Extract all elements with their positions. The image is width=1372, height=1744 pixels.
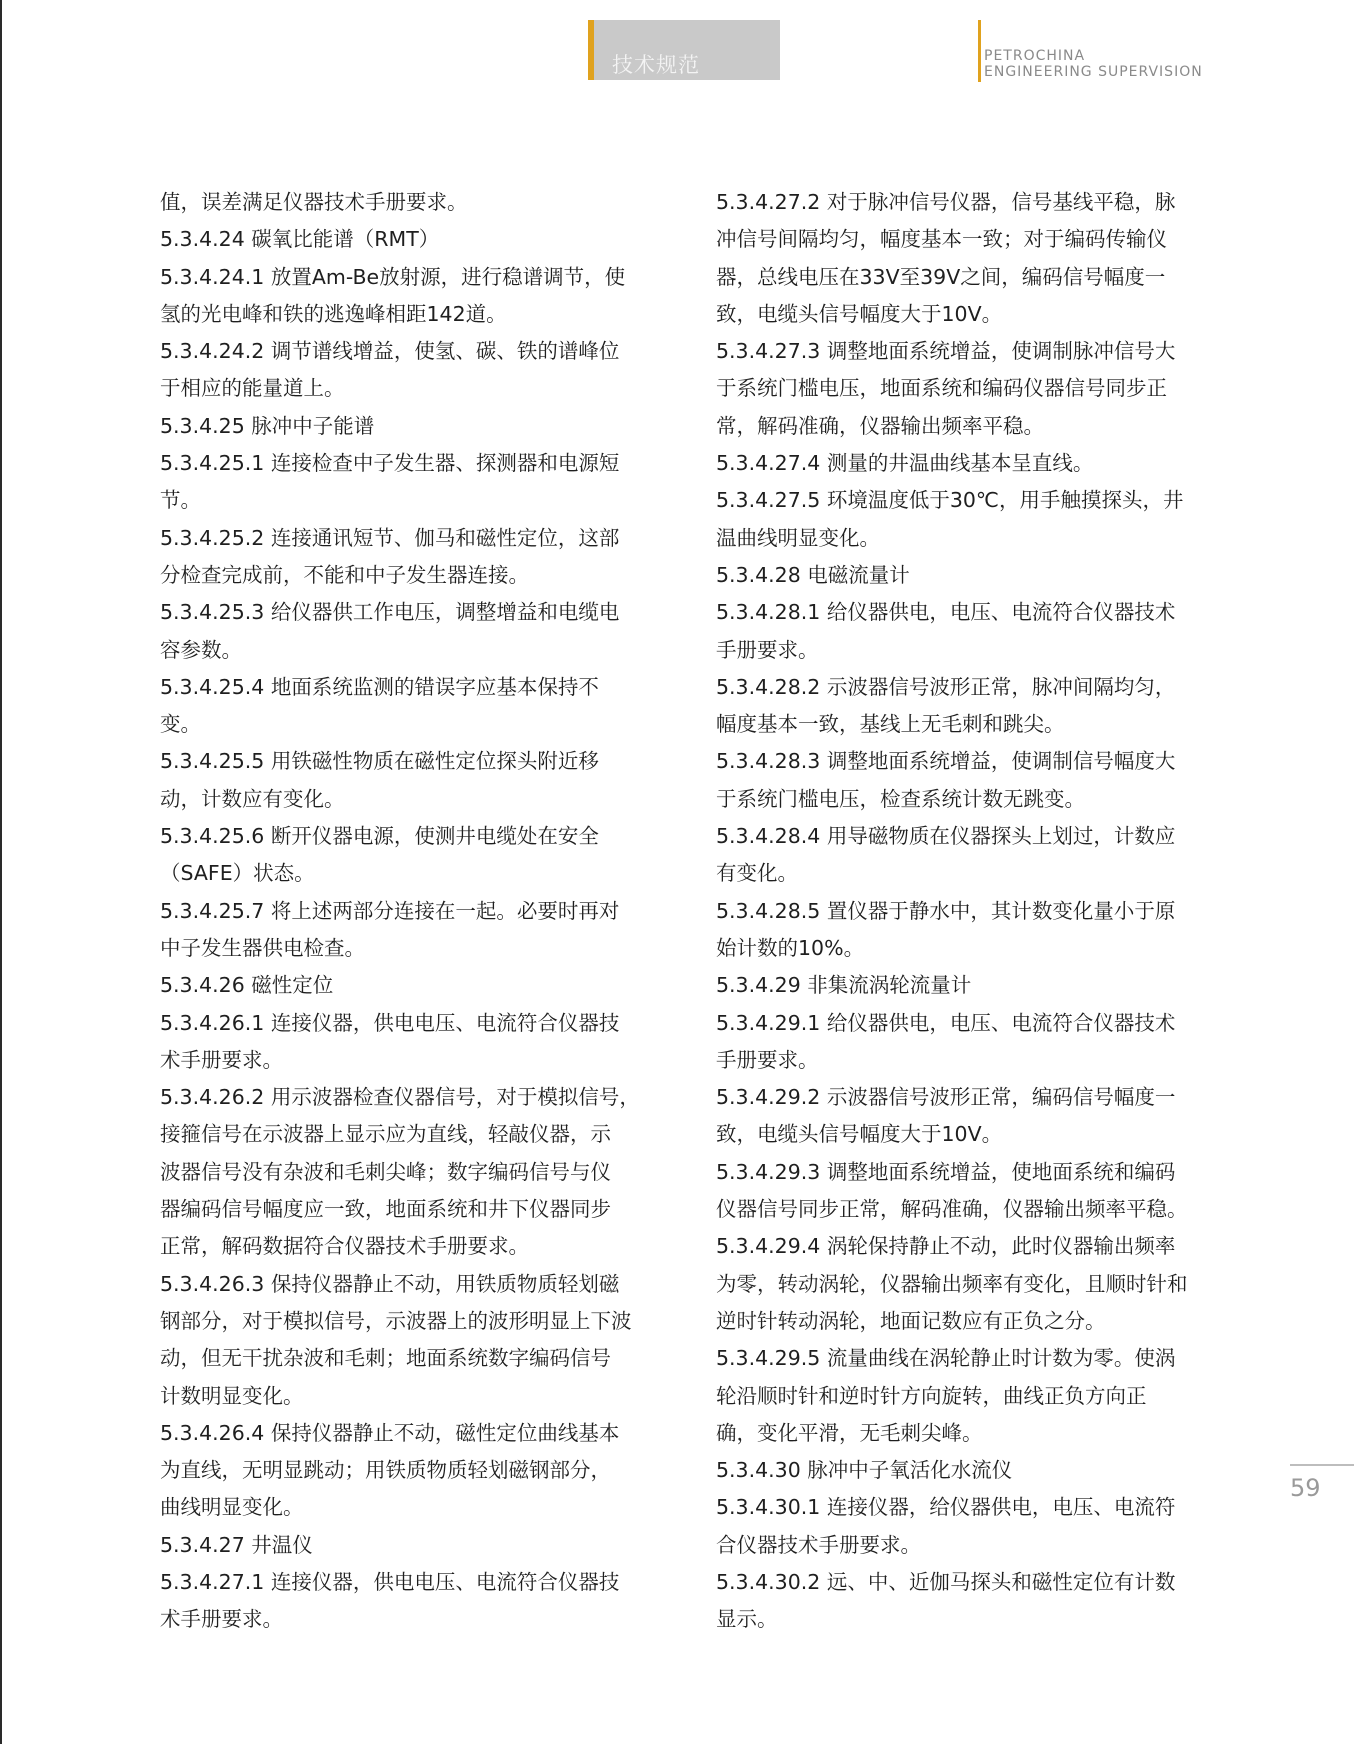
- text-line: 5.3.4.27.2 对于脉冲信号仪器，信号基线平稳，脉: [716, 190, 1176, 214]
- text-line: 为直线，无明显跳动；用铁质物质轻划磁钢部分，: [160, 1458, 611, 1483]
- text-line: 冲信号间隔均匀，幅度基本一致；对于编码传输仪: [716, 227, 1167, 252]
- text-line: 5.3.4.29.5 流量曲线在涡轮静止时计数为零。使涡: [716, 1346, 1176, 1371]
- text-line: 中子发生器供电检查。: [160, 935, 365, 960]
- page-number-rule: [1290, 1464, 1354, 1466]
- text-line: 手册要求。: [716, 637, 819, 662]
- text-line: 5.3.4.28.5 置仪器于静水中，其计数变化量小于原: [716, 898, 1176, 923]
- text-line: 曲线明显变化。: [160, 1495, 304, 1520]
- text-line: 5.3.4.25 脉冲中子能谱: [160, 413, 375, 438]
- section-tab-accent: [588, 20, 594, 80]
- text-line: 于系统门槛电压，检查系统计数无跳变。: [716, 786, 1085, 811]
- text-line: 动，但无干扰杂波和毛刺；地面系统数字编码信号: [160, 1346, 611, 1371]
- text-line: 5.3.4.30.1 连接仪器，给仪器供电，电压、电流符: [716, 1495, 1176, 1520]
- text-line: 5.3.4.28.2 示波器信号波形正常，脉冲间隔均匀，: [716, 674, 1176, 699]
- text-line: 5.3.4.25.3 给仪器供工作电压，调整增益和电缆电: [160, 600, 620, 625]
- text-line: 器编码信号幅度应一致，地面系统和井下仪器同步: [160, 1197, 611, 1222]
- text-line: 致，电缆头信号幅度大于10V。: [716, 301, 1003, 326]
- text-line: 5.3.4.25.2 连接通讯短节、伽马和磁性定位，这部: [160, 525, 620, 550]
- text-line: 5.3.4.29 非集流涡轮流量计: [716, 973, 972, 998]
- section-tab: [588, 20, 780, 80]
- text-line: 5.3.4.29.3 调整地面系统增益，使地面系统和编码: [716, 1159, 1176, 1184]
- text-line: 致，电缆头信号幅度大于10V。: [716, 1122, 1003, 1147]
- text-line: 5.3.4.27.3 调整地面系统增益，使调制脉冲信号大: [716, 339, 1176, 364]
- text-line: 显示。: [716, 1607, 778, 1632]
- text-line: 术手册要求。: [160, 1607, 283, 1632]
- text-line: 5.3.4.26.1 连接仪器，供电电压、电流符合仪器技: [160, 1010, 620, 1035]
- page-number: 59: [1290, 1474, 1321, 1502]
- text-line: 5.3.4.25.7 将上述两部分连接在一起。必要时再对: [160, 898, 620, 923]
- brand-line-1: PETROCHINA: [984, 48, 1086, 64]
- text-line: 5.3.4.24.1 放置Am-Be放射源，进行稳谱调节，使: [160, 264, 626, 289]
- text-line: 计数明显变化。: [160, 1383, 304, 1408]
- text-line: 有变化。: [716, 861, 798, 886]
- text-line: 于相应的能量道上。: [160, 376, 345, 401]
- left-text-column: [160, 184, 660, 1639]
- text-line: 逆时针转动涡轮，地面记数应有正负之分。: [716, 1308, 1106, 1333]
- right-text-column: [716, 184, 1216, 1639]
- text-line: 5.3.4.29.1 给仪器供电，电压、电流符合仪器技术: [716, 1010, 1176, 1035]
- section-tab-label: 技术规范: [612, 53, 700, 77]
- text-line: 接箍信号在示波器上显示应为直线，轻敲仪器，示: [160, 1122, 611, 1147]
- text-line: 值，误差满足仪器技术手册要求。: [160, 190, 468, 214]
- text-line: 5.3.4.26 磁性定位: [160, 973, 334, 998]
- text-line: 5.3.4.25.5 用铁磁性物质在磁性定位探头附近移: [160, 749, 599, 774]
- text-line: 5.3.4.29.4 涡轮保持静止不动，此时仪器输出频率: [716, 1234, 1176, 1259]
- text-line: 5.3.4.28.4 用导磁物质在仪器探头上划过，计数应: [716, 824, 1176, 849]
- text-line: 5.3.4.28 电磁流量计: [716, 562, 910, 587]
- text-line: 5.3.4.26.3 保持仪器静止不动，用铁质物质轻划磁: [160, 1271, 620, 1296]
- text-line: （SAFE）状态。: [160, 861, 315, 886]
- text-line: 5.3.4.24.2 调节谱线增益，使氢、碳、铁的谱峰位: [160, 339, 620, 364]
- brand-mark: [978, 20, 1238, 82]
- text-line: 5.3.4.26.4 保持仪器静止不动，磁性定位曲线基本: [160, 1420, 620, 1445]
- text-line: 容参数。: [160, 637, 242, 662]
- text-line: 温曲线明显变化。: [716, 525, 880, 550]
- text-line: 手册要求。: [716, 1047, 819, 1072]
- text-line: 始计数的10%。: [716, 935, 865, 960]
- text-line: 轮沿顺时针和逆时针方向旋转，曲线正负方向正: [716, 1383, 1147, 1408]
- text-line: 5.3.4.25.1 连接检查中子发生器、探测器和电源短: [160, 451, 620, 476]
- brand-accent-bar: [978, 20, 981, 82]
- text-line: 5.3.4.30.2 远、中、近伽马探头和磁性定位有计数: [716, 1569, 1176, 1594]
- text-line: 5.3.4.30 脉冲中子氧活化水流仪: [716, 1458, 1013, 1483]
- text-line: 波器信号没有杂波和毛刺尖峰；数字编码信号与仪: [160, 1159, 611, 1184]
- text-line: 5.3.4.29.2 示波器信号波形正常，编码信号幅度一: [716, 1085, 1176, 1110]
- text-line: 5.3.4.27.1 连接仪器，供电电压、电流符合仪器技: [160, 1569, 620, 1594]
- brand-line-2: ENGINEERING SUPERVISION: [984, 64, 1203, 80]
- text-line: 仪器信号同步正常，解码准确，仪器输出频率平稳。: [716, 1197, 1188, 1222]
- text-line: 5.3.4.24 碳氧比能谱（RMT）: [160, 227, 440, 252]
- text-line: 合仪器技术手册要求。: [716, 1532, 921, 1557]
- text-line: 5.3.4.28.1 给仪器供电，电压、电流符合仪器技术: [716, 600, 1176, 625]
- text-line: 变。: [160, 712, 201, 737]
- text-line: 5.3.4.27.4 测量的井温曲线基本呈直线。: [716, 451, 1094, 476]
- text-line: 氢的光电峰和铁的逃逸峰相距142道。: [160, 301, 507, 326]
- text-line: 于系统门槛电压，地面系统和编码仪器信号同步正: [716, 376, 1167, 401]
- text-line: 确，变化平滑，无毛刺尖峰。: [716, 1420, 983, 1445]
- text-line: 5.3.4.25.4 地面系统监测的错误字应基本保持不: [160, 674, 599, 699]
- text-line: 术手册要求。: [160, 1047, 283, 1072]
- text-line: 动，计数应有变化。: [160, 786, 345, 811]
- text-line: 常，解码准确，仪器输出频率平稳。: [716, 413, 1044, 438]
- text-line: 5.3.4.27.5 环境温度低于30℃，用手触摸探头，井: [716, 488, 1184, 513]
- page-edge-line: [0, 0, 2, 1744]
- text-line: 5.3.4.26.2 用示波器检查仪器信号，对于模拟信号，: [160, 1085, 640, 1110]
- text-line: 5.3.4.28.3 调整地面系统增益，使调制信号幅度大: [716, 749, 1176, 774]
- text-line: 钢部分，对于模拟信号，示波器上的波形明显上下波: [160, 1308, 632, 1333]
- text-line: 分检查完成前，不能和中子发生器连接。: [160, 562, 529, 587]
- text-line: 为零，转动涡轮，仪器输出频率有变化，且顺时针和: [716, 1271, 1188, 1296]
- text-line: 5.3.4.25.6 断开仪器电源，使测井电缆处在安全: [160, 824, 599, 849]
- text-line: 5.3.4.27 井温仪: [160, 1532, 313, 1557]
- text-line: 器，总线电压在33V至39V之间，编码信号幅度一: [716, 264, 1166, 289]
- text-line: 正常，解码数据符合仪器技术手册要求。: [160, 1234, 529, 1259]
- text-line: 幅度基本一致，基线上无毛刺和跳尖。: [716, 712, 1065, 737]
- text-line: 节。: [160, 488, 201, 513]
